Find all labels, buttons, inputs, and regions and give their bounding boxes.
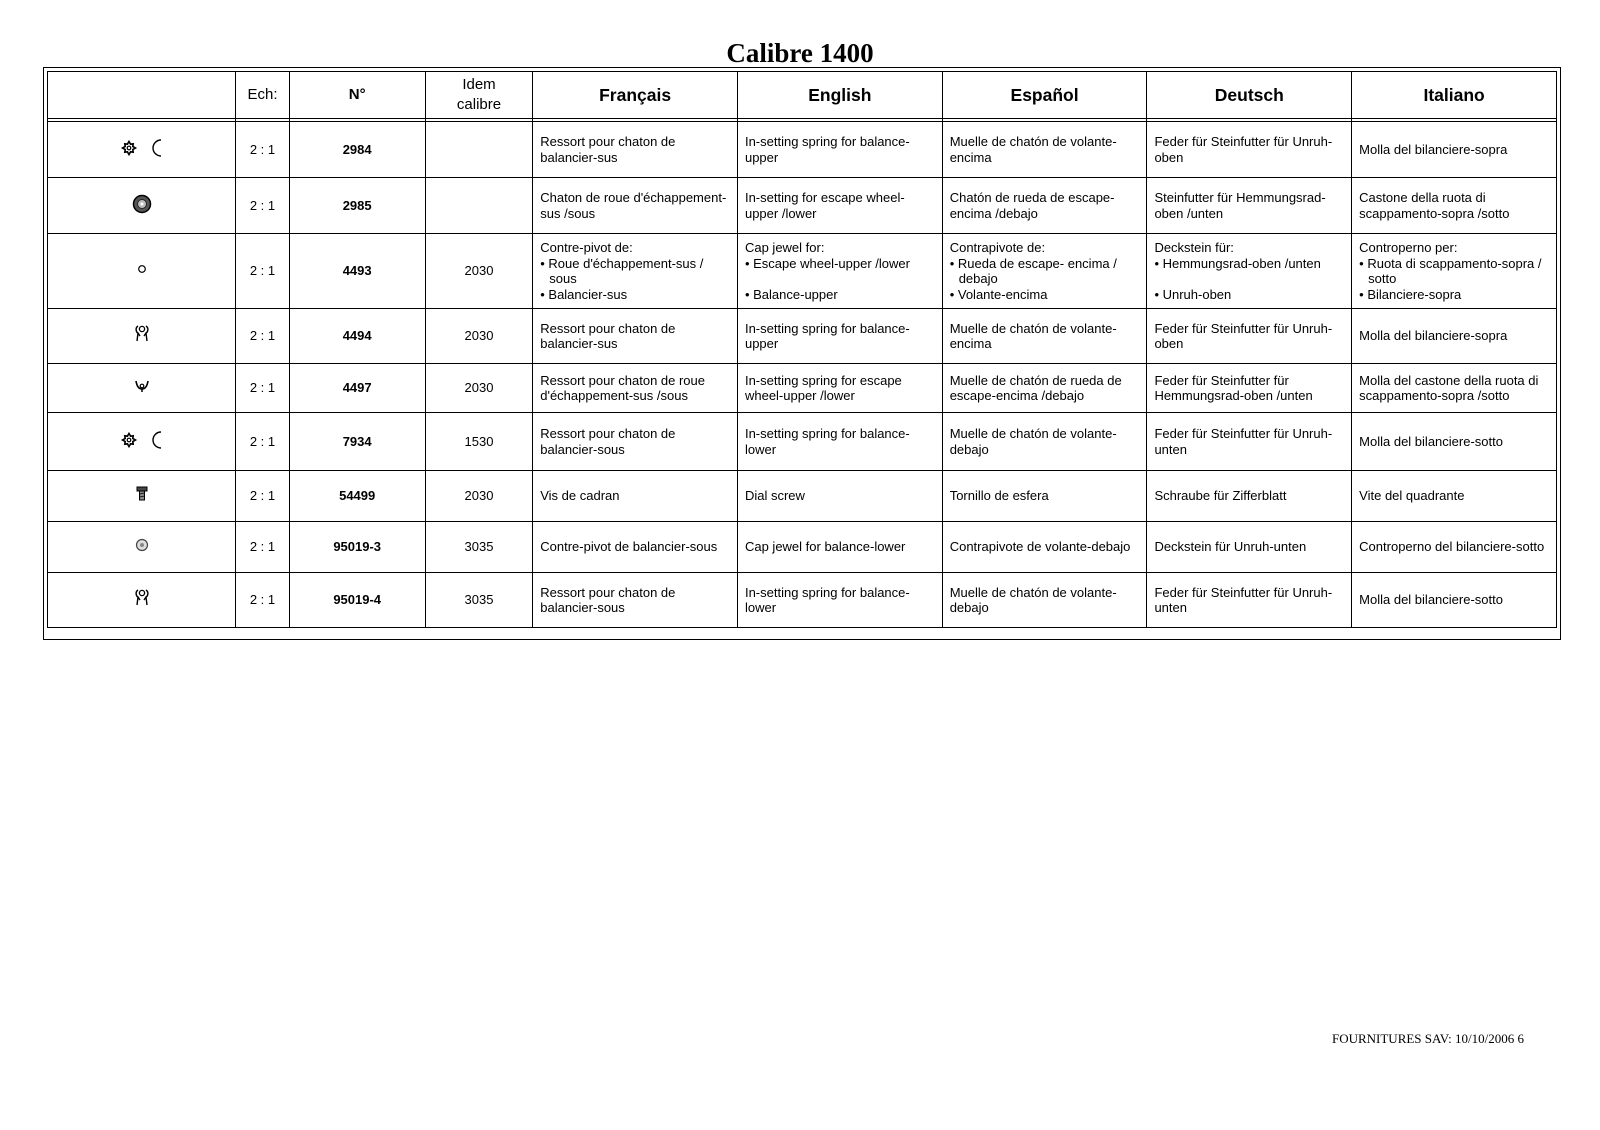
description-deutsch bbox=[1147, 309, 1352, 364]
header-francais: Français bbox=[533, 72, 738, 119]
idem-calibre-cell bbox=[425, 122, 532, 178]
header-idem-calibre bbox=[425, 72, 532, 119]
scale-cell: 2 : 1 bbox=[236, 234, 289, 309]
part-icons bbox=[136, 263, 148, 275]
bullet-item: • Escape wheel-upper /lower bbox=[744, 255, 910, 271]
description-line: Muelle de chatón de volante- bbox=[949, 584, 1117, 600]
description-italiano bbox=[1352, 364, 1557, 413]
part-number-cell: 95019-3 bbox=[289, 522, 425, 573]
description-line: In-setting spring for balance- bbox=[744, 320, 910, 336]
header-idem-line2: calibre bbox=[456, 96, 502, 113]
scale-cell: 2 : 1 bbox=[236, 309, 289, 364]
description-line: Feder für Steinfutter für Unruh- bbox=[1154, 320, 1333, 336]
part-number-cell: 4494 bbox=[289, 309, 425, 364]
idem-calibre-cell: 1530 bbox=[425, 413, 532, 471]
description-line: Molla del bilanciere-sotto bbox=[1359, 433, 1503, 449]
header-idem-line1: Idem bbox=[462, 76, 496, 93]
description-english bbox=[737, 122, 942, 178]
part-icons bbox=[120, 430, 164, 450]
description-line: Ressort pour chaton de bbox=[540, 320, 676, 336]
description-english bbox=[737, 573, 942, 628]
description-line: upper bbox=[744, 149, 779, 165]
description-deutsch bbox=[1147, 122, 1352, 178]
description-deutsch bbox=[1147, 413, 1352, 471]
idem-calibre-cell: 2030 bbox=[425, 364, 532, 413]
scale-cell: 2 : 1 bbox=[236, 522, 289, 573]
part-icons bbox=[133, 324, 151, 344]
description-espanol bbox=[942, 471, 1147, 522]
description-line: encima bbox=[949, 149, 992, 165]
description-line: upper bbox=[744, 336, 779, 351]
description-line: Contrapivote de volante-debajo bbox=[949, 539, 1131, 555]
description-deutsch bbox=[1147, 364, 1352, 413]
description-francais bbox=[533, 364, 738, 413]
description-line: Tornillo de esfera bbox=[949, 488, 1049, 504]
table-row bbox=[48, 471, 1557, 522]
header-espanol: Español bbox=[942, 72, 1147, 119]
description-line: Ressort pour chaton de bbox=[540, 584, 676, 600]
description-english bbox=[737, 471, 942, 522]
bullet-item: • Balance-upper bbox=[744, 286, 838, 302]
bullet-item-continued: sous bbox=[549, 271, 577, 286]
description-line: Chatón de rueda de escape- bbox=[949, 190, 1115, 205]
description-espanol bbox=[942, 364, 1147, 413]
description-line: Contre-pivot de balancier-sous bbox=[540, 539, 718, 555]
description-italiano bbox=[1352, 234, 1557, 309]
description-deutsch bbox=[1147, 178, 1352, 234]
idem-calibre-cell: 2030 bbox=[425, 234, 532, 309]
description-english bbox=[737, 413, 942, 471]
part-number-cell: 4493 bbox=[289, 234, 425, 309]
part-image-cell bbox=[48, 364, 236, 413]
description-line: Castone della ruota di bbox=[1359, 190, 1486, 205]
description-line: balancier-sus bbox=[540, 149, 618, 165]
cap-jewel-icon bbox=[136, 263, 148, 275]
scale-cell: 2 : 1 bbox=[236, 364, 289, 413]
description-line: Muelle de chatón de rueda de bbox=[949, 372, 1122, 388]
description-english bbox=[737, 309, 942, 364]
description-italiano bbox=[1352, 522, 1557, 573]
description-english bbox=[737, 364, 942, 413]
scale-cell: 2 : 1 bbox=[236, 471, 289, 522]
description-italiano bbox=[1352, 471, 1557, 522]
part-icons bbox=[133, 588, 151, 608]
crescent-icon bbox=[150, 430, 164, 450]
description-line: Muelle de chatón de volante- bbox=[949, 320, 1117, 336]
description-line: encima /debajo bbox=[949, 205, 1038, 221]
part-number-cell: 2984 bbox=[289, 122, 425, 178]
description-line: Ressort pour chaton de bbox=[540, 134, 676, 149]
bullet-item: • Unruh-oben bbox=[1154, 286, 1232, 302]
description-espanol bbox=[942, 413, 1147, 471]
header-italiano: Italiano bbox=[1352, 72, 1557, 119]
description-english bbox=[737, 178, 942, 234]
description-line: debajo bbox=[949, 441, 989, 457]
description-line: Muelle de chatón de volante- bbox=[949, 134, 1117, 149]
footer-text: FOURNITURES SAV: 10/10/2006 6 bbox=[1331, 1031, 1524, 1046]
header-number: N° bbox=[289, 72, 425, 119]
description-heading: Contrapivote de: bbox=[949, 240, 1046, 255]
description-line: Muelle de chatón de volante- bbox=[949, 426, 1117, 441]
description-line: Ressort pour chaton de roue bbox=[540, 372, 706, 388]
part-icons bbox=[132, 194, 152, 214]
description-line: Dial screw bbox=[744, 488, 805, 504]
description-line: balancier-sus bbox=[540, 336, 618, 351]
description-line: In-setting spring for balance- bbox=[744, 426, 910, 441]
description-francais bbox=[533, 471, 738, 522]
description-heading: Cap jewel for: bbox=[744, 240, 825, 255]
description-line: encima bbox=[949, 336, 992, 351]
dial-screw-icon bbox=[135, 485, 149, 503]
description-line: In-setting spring for balance- bbox=[744, 134, 910, 149]
description-line: In-setting spring for balance- bbox=[744, 584, 910, 600]
crescent-icon bbox=[150, 138, 164, 158]
description-line: oben /unten bbox=[1154, 205, 1224, 221]
idem-calibre-cell: 2030 bbox=[425, 309, 532, 364]
description-line: Deckstein für Unruh-unten bbox=[1154, 539, 1307, 555]
description-italiano bbox=[1352, 413, 1557, 471]
part-number-cell: 2985 bbox=[289, 178, 425, 234]
header-english: English bbox=[737, 72, 942, 119]
part-image-cell bbox=[48, 522, 236, 573]
jewel-chaton-icon bbox=[132, 194, 152, 214]
header-row bbox=[48, 72, 1557, 119]
part-image-cell bbox=[48, 178, 236, 234]
line-spacer bbox=[1154, 271, 1344, 287]
description-francais bbox=[533, 309, 738, 364]
bullet-item: • Ruota di scappamento-sopra / bbox=[1359, 255, 1542, 271]
scale-cell: 2 : 1 bbox=[236, 122, 289, 178]
description-line: Ressort pour chaton de bbox=[540, 426, 676, 441]
table-row bbox=[48, 122, 1557, 178]
description-line: Molla del bilanciere-sotto bbox=[1359, 592, 1503, 608]
part-number-cell: 54499 bbox=[289, 471, 425, 522]
description-deutsch bbox=[1147, 234, 1352, 309]
description-espanol bbox=[942, 178, 1147, 234]
part-number-cell: 95019-4 bbox=[289, 573, 425, 628]
table-row bbox=[48, 364, 1557, 413]
cap-jewel-setting-icon bbox=[120, 431, 138, 449]
part-image-cell bbox=[48, 234, 236, 309]
description-line: Vis de cadran bbox=[540, 488, 620, 504]
description-line: escape-encima /debajo bbox=[949, 388, 1085, 403]
bullet-item: • Volante-encima bbox=[949, 286, 1048, 302]
table-row bbox=[48, 234, 1557, 309]
idem-calibre-cell: 3035 bbox=[425, 573, 532, 628]
escape-spring-icon bbox=[133, 378, 151, 394]
part-icons bbox=[135, 485, 149, 503]
idem-calibre-cell bbox=[425, 178, 532, 234]
description-line: In-setting spring for escape bbox=[744, 372, 902, 388]
description-line: balancier-sous bbox=[540, 441, 625, 457]
part-icons bbox=[120, 138, 164, 158]
description-espanol bbox=[942, 122, 1147, 178]
description-line: lower bbox=[744, 600, 777, 615]
description-espanol bbox=[942, 522, 1147, 573]
description-line: Controperno del bilanciere-sotto bbox=[1359, 539, 1545, 555]
description-english bbox=[737, 234, 942, 309]
description-francais bbox=[533, 522, 738, 573]
setting-spring-icon bbox=[133, 324, 151, 344]
description-francais bbox=[533, 234, 738, 309]
description-line: oben bbox=[1154, 336, 1184, 351]
description-heading: Contre-pivot de: bbox=[540, 240, 633, 255]
bullet-item-continued: sotto bbox=[1368, 271, 1397, 286]
description-english bbox=[737, 522, 942, 573]
description-francais bbox=[533, 413, 738, 471]
bullet-item: • Balancier-sus bbox=[540, 286, 628, 302]
description-espanol bbox=[942, 234, 1147, 309]
description-line: sus /sous bbox=[540, 205, 596, 221]
description-espanol bbox=[942, 573, 1147, 628]
description-line: lower bbox=[744, 441, 777, 457]
description-francais bbox=[533, 178, 738, 234]
part-image-cell bbox=[48, 309, 236, 364]
cap-jewel-setting-icon bbox=[120, 139, 138, 157]
description-line: Feder für Steinfutter für bbox=[1154, 372, 1289, 388]
bullet-item: • Rueda de escape- encima / bbox=[949, 255, 1117, 271]
description-line: Cap jewel for balance-lower bbox=[744, 539, 906, 555]
header-ech: Ech: bbox=[236, 72, 289, 119]
bullet-item: • Roue d'échappement-sus / bbox=[540, 255, 704, 271]
header-deutsch: Deutsch bbox=[1147, 72, 1352, 119]
bullet-item-continued: debajo bbox=[958, 271, 998, 286]
part-image-cell bbox=[48, 122, 236, 178]
description-line: unten bbox=[1154, 600, 1187, 615]
bullet-item: • Bilanciere-sopra bbox=[1359, 286, 1462, 302]
description-line: Molla del bilanciere-sopra bbox=[1359, 328, 1508, 344]
part-image-cell bbox=[48, 413, 236, 471]
bullet-item: • Hemmungsrad-oben /unten bbox=[1154, 255, 1321, 271]
table-row bbox=[48, 309, 1557, 364]
scale-cell: 2 : 1 bbox=[236, 573, 289, 628]
description-line: Schraube für Zifferblatt bbox=[1154, 488, 1287, 504]
description-italiano bbox=[1352, 573, 1557, 628]
table-row bbox=[48, 413, 1557, 471]
description-heading: Controperno per: bbox=[1359, 240, 1458, 255]
table-row bbox=[48, 522, 1557, 573]
description-deutsch bbox=[1147, 522, 1352, 573]
part-icons bbox=[134, 537, 150, 553]
part-image-cell bbox=[48, 573, 236, 628]
description-deutsch bbox=[1147, 471, 1352, 522]
description-italiano bbox=[1352, 122, 1557, 178]
page-title: Calibre 1400 bbox=[726, 38, 874, 68]
part-icons bbox=[133, 378, 151, 394]
scale-cell: 2 : 1 bbox=[236, 413, 289, 471]
description-line: debajo bbox=[949, 600, 989, 615]
description-francais bbox=[533, 573, 738, 628]
description-italiano bbox=[1352, 309, 1557, 364]
description-line: d'échappement-sus /sous bbox=[540, 388, 688, 403]
description-line: wheel-upper /lower bbox=[744, 388, 855, 403]
idem-calibre-cell: 2030 bbox=[425, 471, 532, 522]
part-number-cell: 7934 bbox=[289, 413, 425, 471]
table-row bbox=[48, 178, 1557, 234]
description-line: scappamento-sopra /sotto bbox=[1359, 205, 1510, 221]
description-line: balancier-sous bbox=[540, 600, 625, 615]
line-spacer bbox=[745, 271, 935, 287]
scale-cell: 2 : 1 bbox=[236, 178, 289, 234]
description-line: unten bbox=[1154, 441, 1187, 457]
description-line: scappamento-sopra /sotto bbox=[1359, 388, 1510, 403]
setting-spring-icon bbox=[133, 588, 151, 608]
description-espanol bbox=[942, 309, 1147, 364]
description-line: Steinfutter für Hemmungsrad- bbox=[1154, 190, 1326, 205]
description-italiano bbox=[1352, 178, 1557, 234]
part-number-cell: 4497 bbox=[289, 364, 425, 413]
description-line: oben bbox=[1154, 149, 1184, 165]
description-deutsch bbox=[1147, 573, 1352, 628]
part-image-cell bbox=[48, 471, 236, 522]
description-line: In-setting for escape wheel- bbox=[744, 190, 905, 205]
description-line: Molla del bilanciere-sopra bbox=[1359, 141, 1508, 157]
description-line: Hemmungsrad-oben /unten bbox=[1154, 388, 1313, 403]
description-line: Feder für Steinfutter für Unruh- bbox=[1154, 584, 1333, 600]
table-row bbox=[48, 573, 1557, 628]
description-line: Feder für Steinfutter für Unruh- bbox=[1154, 426, 1333, 441]
parts-table bbox=[47, 71, 1557, 628]
description-francais bbox=[533, 122, 738, 178]
description-line: upper /lower bbox=[744, 205, 817, 221]
idem-calibre-cell: 3035 bbox=[425, 522, 532, 573]
cap-jewel-lower-icon bbox=[134, 537, 150, 553]
header-image-cell bbox=[48, 72, 236, 119]
description-line: Feder für Steinfutter für Unruh- bbox=[1154, 134, 1333, 149]
description-line: Chaton de roue d'échappement- bbox=[540, 190, 727, 205]
description-line: Vite del quadrante bbox=[1359, 488, 1465, 504]
description-heading: Deckstein für: bbox=[1154, 240, 1234, 255]
description-line: Molla del castone della ruota di bbox=[1359, 372, 1539, 388]
